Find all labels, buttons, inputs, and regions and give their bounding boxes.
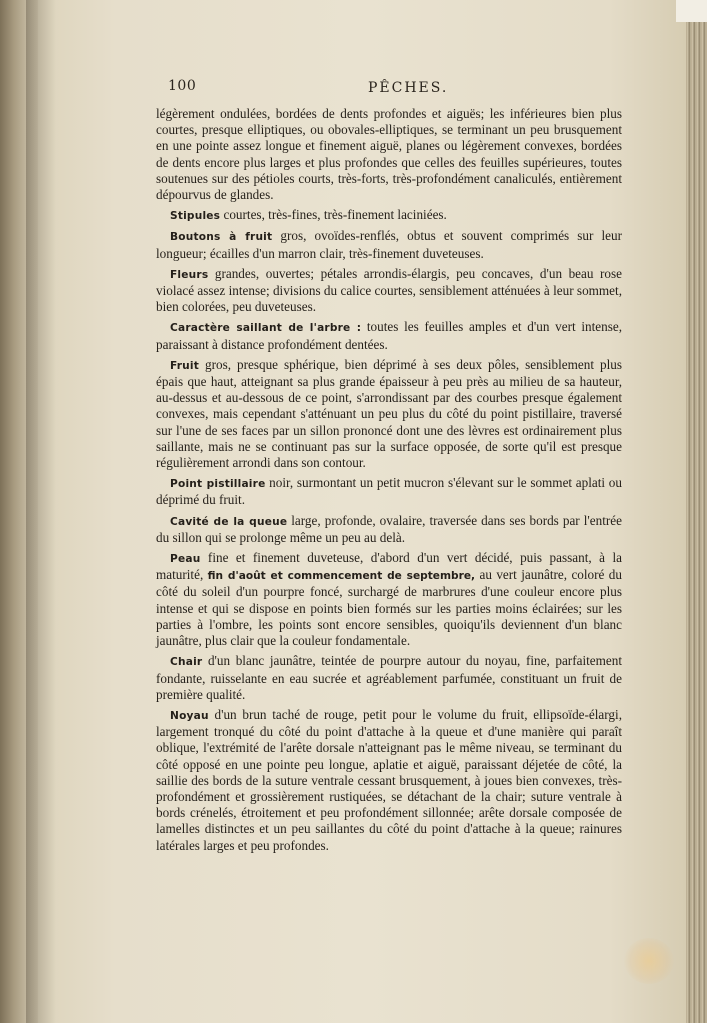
paragraph-lead: Peau — [170, 553, 201, 566]
paragraph-text: fine et finement duveteuse, d'abord d'un vert décidé, puis passant, à la maturité, — [156, 550, 622, 583]
paragraph-lead: Chair — [170, 656, 203, 669]
paragraph-lead: Stipules — [170, 210, 221, 223]
paragraph-lead: Point pistillaire — [170, 478, 266, 491]
light-reflection — [624, 938, 674, 984]
paragraph-caractere — [156, 319, 622, 352]
paragraph-point-pistillaire — [156, 475, 622, 508]
paragraph-text: grandes, ouvertes; pétales arrondis-élargis, peu concaves, d'un beau rose violacé assez intense; divisions du calice courtes, sensiblement atténuées à leur sommet, bien colorées, peu duveteuses. — [156, 265, 622, 315]
paragraph-text: noir, surmontant un petit mucron s'élevant sur le sommet aplati ou déprimé du fruit. — [156, 475, 622, 508]
paragraph-lead: Fruit — [170, 359, 200, 372]
paragraph-text: d'un brun taché de rouge, petit pour le volume du fruit, ellipsoïde-élargi, largement tronqué du côté du point d'attache à la queue et d'une manière qui paraît oblique, l'extrémité de l'arête dorsale n'atteignant pas le même niveau, se terminant du côté opposé en une pointe peu longue, aplatie et aiguë, paraissant déjetée de côté, la saillie des bords de la suture ventrale cessant brusquement, à joues bien convexes, très-profondément et grossièrement rustiquées, se détachant de la chair; suture ventrale à bords crénelés, étroitement et peu profondément sillonnée; arête dorsale composée de lamelles distinctes et un peu saillantes du côté du point d'attache à la queue; rainures latérales larges et peu profondes. — [156, 706, 622, 853]
paragraph-text: d'un blanc jaunâtre, teintée de pourpre autour du noyau, fine, parfaitement fondante, ruisselante en eau sucrée et agréablement parfumée, constituant un fruit de première qualité. — [156, 653, 622, 702]
paragraph-boutons — [156, 228, 622, 261]
paragraph-text: gros, ovoïdes-renflés, obtus et souvent comprimés sur leur longueur; écailles d'un marron clair, très-finement duveteuses. — [156, 228, 622, 261]
page-number: 100 — [168, 78, 197, 94]
running-head: PÊCHES. — [368, 80, 449, 96]
paragraph-text: courtes, très-fines, très-finement laciniées. — [220, 207, 447, 223]
page-stack-edges — [686, 20, 707, 1023]
paragraph-text: gros, presque sphérique, bien déprimé à ses deux pôles, sensiblement plus épais que haut, atteignant sa plus grande épaisseur à peu près au milieu de sa hauteur, au-dessus et au-dessous de ce point, s'arrondissant par des courbes presque également convexes, mais cependant s'atténuant un peu plus du côté du point pistillaire, traversé sur l'une de ses faces par un sillon prononcé dont une des lèvres est ordinairement plus saillante, mais ne se continuant pas sur la surface opposée, de sorte qu'il est presque régulièrement arrondi dans son contour. — [156, 356, 622, 471]
ripening-period: fin d'août et commencement de septembre, — [207, 570, 476, 583]
paragraph-fruit — [156, 357, 622, 471]
paragraph-leaves-continued — [156, 106, 622, 203]
paragraph-text: légèrement ondulées, bordées de dents profondes et aiguës; les inférieures bien plus courtes, presque elliptiques, ou obovales-elliptiques, se terminant un peu brusquement en une pointe assez longue et finement aiguë, planes ou légèrement convexes, bordées de dents encore plus larges et plus profondes que celles des feuilles supérieures, toutes soutenues sur des pétioles courts, très-forts, très-profondément canaliculés, entièrement dépourvus de glandes. — [156, 106, 622, 203]
paragraph-fleurs — [156, 266, 622, 316]
paragraph-lead: Caractère saillant de l'arbre : — [170, 322, 362, 335]
paragraph-text-continued: au vert jaunâtre, coloré du côté du soleil d'un pourpre foncé, surchargé de marbrures d'une couleur encore plus intense et qui se dispose en points bien formés sur les parties moins éclairées; sur les parties à l'ombre, les points sont encore sensibles, quoiqu'ils deviennent d'un blanc jaunâtre, plus clair que la couleur fondamentale. — [156, 567, 622, 649]
background-corner — [676, 0, 707, 22]
spine-shadow — [26, 0, 56, 1023]
paragraph-lead: Fleurs — [170, 268, 209, 281]
paragraph-peau — [156, 550, 622, 649]
paragraph-cavite — [156, 513, 622, 546]
paragraph-chair — [156, 653, 622, 703]
paragraph-text: large, profonde, ovalaire, traversée dans ses bords par l'entrée du sillon qui se prolonge même un peu au delà. — [156, 512, 622, 545]
page-body — [156, 106, 622, 858]
paragraph-lead: Cavité de la queue — [170, 515, 288, 528]
paragraph-text: toutes les feuilles amples et d'un vert intense, paraissant à distance profondément dentées. — [156, 319, 622, 352]
paragraph-lead: Noyau — [170, 709, 209, 722]
paragraph-lead: Boutons à fruit — [170, 231, 273, 244]
paragraph-noyau — [156, 707, 622, 854]
paragraph-stipules — [156, 207, 622, 224]
